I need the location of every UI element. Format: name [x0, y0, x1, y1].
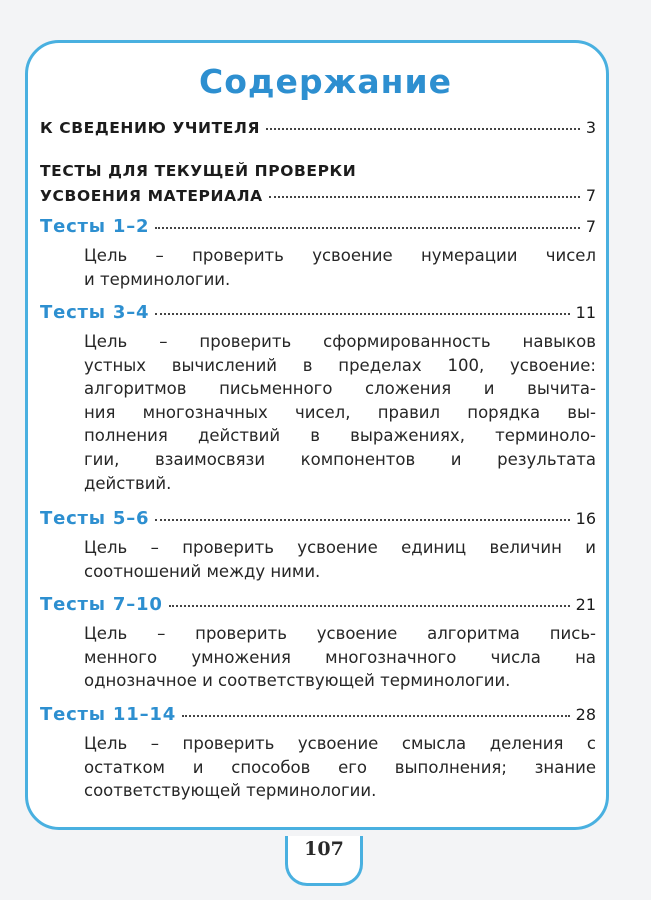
description-line: менного умножения многозначного числа на [84, 647, 596, 667]
page-number-tab [285, 836, 363, 886]
toc-page-number: 21 [575, 595, 596, 614]
description-line: Цель – проверить усвоение алгоритма пись- [84, 624, 596, 643]
description-line: Цель – проверить усвоение единиц величин и [84, 538, 596, 557]
toc-label: Тесты 3–4 [40, 302, 150, 323]
description-line: устных вычислений в пределах 100, усвоение: [84, 355, 596, 375]
toc-entry-tests-3-4[interactable] [40, 302, 596, 323]
description-line: полнения действий в выражениях, терминоло- [84, 426, 596, 446]
description-line: соответствующей терминологии. [84, 781, 377, 801]
toc-page-number: 28 [575, 705, 596, 724]
dot-leader [155, 227, 579, 229]
toc-entry-tests-7-10[interactable] [40, 594, 596, 615]
toc-page-number: 3 [585, 118, 596, 137]
toc-description-tests-11-14 [84, 732, 596, 803]
description-line: гии, взаимосвязи компонентов и результата [84, 449, 596, 469]
dot-leader [155, 313, 569, 315]
toc-description-tests-1-2 [84, 244, 596, 291]
toc-page-number: 7 [585, 186, 596, 205]
toc-page-number: 16 [575, 509, 596, 528]
dot-leader [269, 196, 580, 198]
description-line: ния многозначных чисел, правил порядка вы- [84, 402, 596, 422]
description-line: Цель – проверить усвоение нумерации чисел [84, 246, 596, 265]
toc-description-tests-7-10 [84, 622, 596, 693]
toc-label: К СВЕДЕНИЮ УЧИТЕЛЯ [40, 119, 260, 137]
toc-label: Тесты 7–10 [40, 594, 163, 615]
description-line: Цель – проверить сформированность навыков [84, 332, 596, 351]
toc-label: УСВОЕНИЯ МАТЕРИАЛА [40, 187, 263, 205]
toc-entry-teacher[interactable] [40, 118, 596, 137]
description-line: соотношений между ними. [84, 561, 321, 581]
toc-page-number: 7 [585, 217, 596, 236]
description-line: однозначное и соответствующей терминологии. [84, 671, 511, 691]
description-line: Цель – проверить усвоение смысла деления с [84, 734, 596, 753]
page-number: 107 [304, 838, 344, 860]
toc-label: Тесты 1–2 [40, 216, 150, 237]
toc-entry-tests-5-6[interactable] [40, 508, 596, 529]
dot-leader [266, 128, 580, 130]
dot-leader [169, 605, 570, 607]
toc-description-tests-3-4 [84, 330, 596, 495]
toc-label: Тесты 11–14 [40, 704, 177, 725]
description-line: остатком и способов его выполнения; знание [84, 757, 596, 777]
toc-entry-tests-1-2[interactable] [40, 216, 596, 237]
toc-entry-tests-11-14[interactable] [40, 704, 596, 725]
toc-section-heading-line1: ТЕСТЫ ДЛЯ ТЕКУЩЕЙ ПРОВЕРКИ [40, 162, 357, 180]
dot-leader [182, 715, 570, 717]
dot-leader [155, 519, 569, 521]
toc-description-tests-5-6 [84, 536, 596, 583]
toc-page-number: 11 [575, 303, 596, 322]
page-title: Содержание [199, 62, 452, 101]
toc-label: Тесты 5–6 [40, 508, 150, 529]
description-line: алгоритмов письменного сложения и вычита- [84, 379, 596, 399]
description-line: действий. [84, 473, 172, 493]
description-line: и терминологии. [84, 269, 231, 289]
toc-entry-tests-section[interactable] [40, 186, 596, 205]
